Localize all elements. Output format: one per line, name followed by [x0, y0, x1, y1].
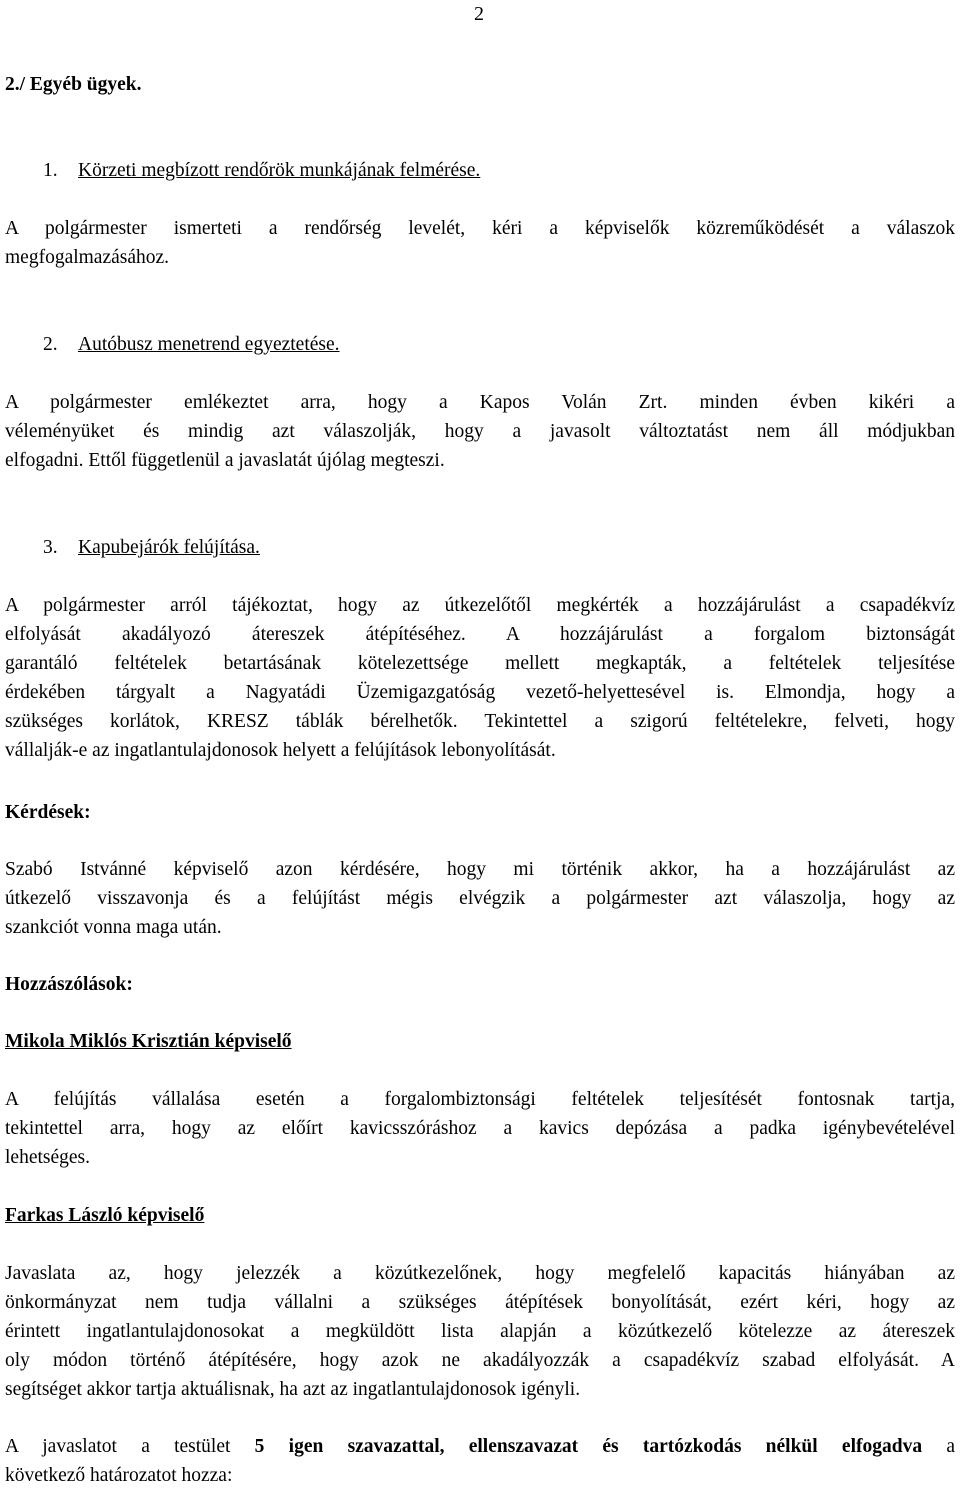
paragraph-line: lehetséges. [5, 1147, 91, 1168]
paragraph-line: érintett ingatlantulajdonosokat a megküldött lista alapján a közútkezelő kötelezze az átereszek [5, 1321, 955, 1342]
paragraph-line: megfogalmazásához. [5, 247, 170, 268]
agenda-item-number: 1. [43, 160, 58, 181]
paragraph-line [5, 1432, 955, 1461]
section-heading: 2./ Egyéb ügyek. [5, 74, 142, 95]
speaker-heading: Farkas László képviselő [5, 1205, 205, 1226]
paragraph-line: útkezelő visszavonja és a felújítást mégis elvégzik a polgármester azt válaszolja, hogy az [5, 888, 955, 909]
agenda-item-number: 2. [43, 334, 58, 355]
paragraph-line: következő határozatot hozza: [5, 1465, 233, 1486]
paragraph-line: segítséget akkor tartja aktuálisnak, ha azt az ingatlantulajdonosok igényli. [5, 1379, 581, 1400]
paragraph-line: A polgármester arról tájékoztat, hogy az útkezelőtől megkérték a hozzájárulást a csapadékvíz [5, 595, 955, 616]
vote-result: 5 igen szavazattal, ellenszavazat és tartózkodás nélkül elfogadva [254, 1436, 923, 1457]
speaker-heading: Mikola Miklós Krisztián képviselő [5, 1031, 292, 1052]
agenda-item-title: Kapubejárók felújítása. [78, 537, 260, 558]
paragraph-line: tekintettel arra, hogy az előírt kavicsszóráshoz a kavics depózása a padka igénybevételével [5, 1118, 955, 1139]
agenda-item-title: Autóbusz menetrend egyeztetése. [78, 334, 340, 355]
agenda-item-number: 3. [43, 537, 58, 558]
paragraph-line: szankciót vonna maga után. [5, 917, 222, 938]
page-number: 2 [474, 3, 484, 25]
paragraph-line: A polgármester ismerteti a rendőrség levelét, kéri a képviselők közreműködését a válaszok [5, 218, 955, 239]
agenda-item-3 [43, 533, 260, 562]
paragraph-line: Javaslata az, hogy jelezzék a közútkezelőnek, hogy megfelelő kapacitás hiányában az [5, 1263, 955, 1284]
resolution-text-post: a [922, 1436, 955, 1457]
questions-heading: Kérdések: [5, 802, 91, 823]
paragraph-line: A polgármester emlékeztet arra, hogy a Kapos Volán Zrt. minden évben kikéri a [5, 392, 955, 413]
resolution-text-pre: A javaslatot a testület [5, 1436, 255, 1457]
paragraph-line: A felújítás vállalása esetén a forgalombiztonsági feltételek teljesítését fontosnak tartja, [5, 1089, 955, 1110]
paragraph-line: szükséges korlátok, KRESZ táblák bérelhetők. Tekintettel a szigorú feltételekre, felveti, hogy [5, 711, 955, 732]
agenda-item-2 [43, 330, 340, 359]
paragraph-line: elfolyását akadályozó átereszek átépítéséhez. A hozzájárulást a forgalom biztonságát [5, 624, 955, 645]
paragraph-line: Szabó Istvánné képviselő azon kérdésére, hogy mi történik akkor, ha a hozzájárulást az [5, 859, 955, 880]
paragraph-line: elfogadni. Ettől függetlenül a javaslatát újólag megteszi. [5, 450, 445, 471]
agenda-item-title: Körzeti megbízott rendőrök munkájának felmérése. [78, 160, 481, 181]
paragraph-line: önkormányzat nem tudja vállalni a szükséges átépítések bonyolítását, ezért kéri, hogy az [5, 1292, 955, 1313]
comments-heading: Hozzászólások: [5, 974, 133, 995]
agenda-item-1 [43, 156, 480, 185]
paragraph-line: véleményüket és mindig azt válaszolják, hogy a javasolt változtatást nem áll módjukban [5, 421, 955, 442]
paragraph-line: oly módon történő átépítésére, hogy azok ne akadályozzák a csapadékvíz szabad elfolyását. A [5, 1350, 955, 1371]
paragraph-line: érdekében tárgyalt a Nagyatádi Üzemigazgatóság vezető-helyettesével is. Elmondja, hogy a [5, 682, 955, 703]
paragraph-line: vállalják-e az ingatlantulajdonosok helyett a felújítások lebonyolítását. [5, 740, 556, 761]
paragraph-line: garantáló feltételek betartásának kötelezettsége mellett megkapták, a feltételek teljesítése [5, 653, 955, 674]
